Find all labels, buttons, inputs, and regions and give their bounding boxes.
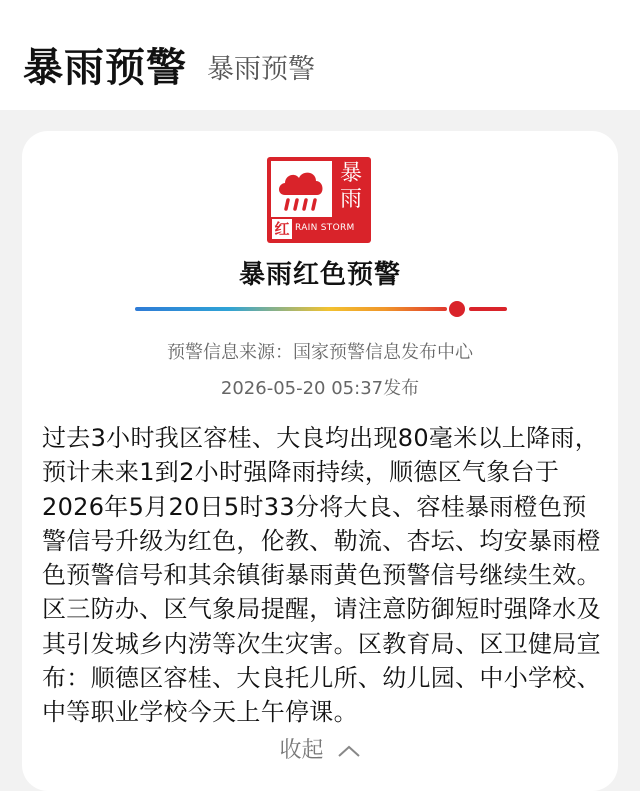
rainstorm-red-badge bbox=[267, 157, 371, 243]
page-subtitle: 暴雨预警 bbox=[207, 54, 315, 85]
collapse-button[interactable] bbox=[0, 733, 640, 764]
chevron-up-icon bbox=[337, 744, 361, 758]
badge-icon-panel bbox=[271, 161, 332, 217]
warning-level-scale bbox=[135, 301, 507, 317]
collapse-label: 收起 bbox=[279, 738, 324, 763]
app-header bbox=[0, 0, 640, 110]
badge-english-label: RAIN STORM bbox=[295, 223, 355, 233]
page-title: 暴雨预警 bbox=[23, 45, 187, 91]
level-scale-red-segment bbox=[469, 307, 507, 311]
current-level-marker bbox=[449, 301, 465, 317]
warning-source: 预警信息来源：国家预警信息发布中心 bbox=[167, 342, 473, 363]
warning-body-text: 过去3小时我区容桂、大良均出现80毫米以上降雨，预计未来1到2小时强降雨持续，顺德区气象台于2026年5月20日5时33分将大良、容桂暴雨橙色预警信号升级为红色，伦教、勒流、杏坛、均安暴雨橙色预警信号和其余镇街暴雨黄色预警信号继续生效。区三防办、区气象局提醒，请注意防御短时强降水及其引发城乡内涝等次生灾害。区教育局、区卫健局宣布：顺德区容桂、大良托儿所、幼儿园、中小学校、中等职业学校今天上午停课。 bbox=[42, 424, 601, 727]
warning-publish-time: 2026-05-20 05:37发布 bbox=[220, 378, 420, 399]
badge-side-text bbox=[335, 161, 367, 213]
level-scale-gradient bbox=[135, 307, 447, 311]
badge-char-yu: 雨 bbox=[339, 187, 362, 212]
badge-char-bao: 暴 bbox=[339, 161, 362, 186]
warning-title: 暴雨红色预警 bbox=[238, 260, 401, 290]
rain-cloud-icon bbox=[271, 161, 332, 217]
badge-level-char: 红 bbox=[272, 219, 292, 239]
